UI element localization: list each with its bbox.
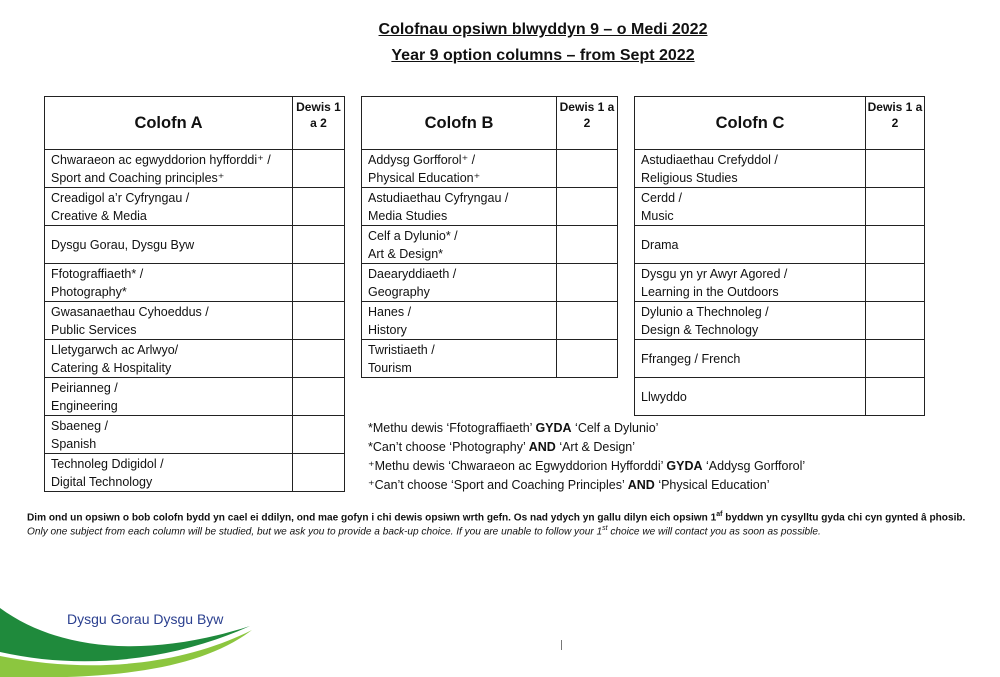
- subject-english: Photography*: [51, 284, 127, 299]
- subject-welsh: Twristiaeth /: [368, 342, 435, 357]
- choice-cell[interactable]: [866, 340, 925, 378]
- choice-cell[interactable]: [293, 264, 345, 302]
- subject-english: Tourism: [368, 360, 412, 375]
- subject-welsh: Ffotograffiaeth* /: [51, 266, 144, 281]
- subject-english: Art & Design*: [368, 246, 444, 261]
- choice-cell[interactable]: [293, 454, 345, 492]
- column-a-header-row: [45, 97, 345, 150]
- subject-english: Geography: [368, 284, 430, 299]
- subject-welsh: Gwasanaethau Cyhoeddus /: [51, 304, 209, 319]
- subject-row: [45, 188, 345, 226]
- choice-cell[interactable]: [557, 188, 618, 226]
- choice-cell[interactable]: [557, 150, 618, 188]
- subject-english: Learning in the Outdoors: [641, 284, 779, 299]
- choice-header: Dewis 1 a 2: [557, 97, 618, 150]
- choice-cell[interactable]: [557, 226, 618, 264]
- subject-welsh: Astudiaethau Cyfryngau /: [368, 190, 509, 205]
- subject-row: [45, 378, 345, 416]
- subject-name: [45, 378, 293, 416]
- note-photography-welsh: *Methu dewis ‘Ffotograffiaeth’ GYDA ‘Celf a Dylunio’: [368, 421, 659, 435]
- subject-row: [362, 188, 618, 226]
- subject-row: [635, 188, 925, 226]
- subject-english: Physical Education⁺: [368, 170, 481, 185]
- subject-row: [635, 150, 925, 188]
- subject-welsh: Dylunio a Thechnoleg /: [641, 304, 769, 319]
- choice-cell[interactable]: [866, 264, 925, 302]
- subject-welsh: Dysgu yn yr Awyr Agored /: [641, 266, 788, 281]
- subject-english: Spanish: [51, 436, 97, 451]
- subject-welsh: Peirianneg /: [51, 380, 118, 395]
- subject-row: [45, 454, 345, 492]
- subject-name: [362, 150, 557, 188]
- subject-welsh: Drama: [641, 237, 679, 252]
- choice-cell[interactable]: [293, 378, 345, 416]
- subject-name: [45, 302, 293, 340]
- subject-welsh: Sbaeneg /: [51, 418, 108, 433]
- column-b-table: [361, 96, 618, 378]
- note-sport-english: ⁺Can’t choose ‘Sport and Coaching Principles’ AND ‘Physical Education’: [368, 478, 770, 492]
- choice-cell[interactable]: [293, 226, 345, 264]
- choice-cell[interactable]: [866, 150, 925, 188]
- subject-welsh: Lletygarwch ac Arlwyo/: [51, 342, 179, 357]
- subject-name: [635, 302, 866, 340]
- subject-welsh: Cerdd /: [641, 190, 682, 205]
- choice-cell[interactable]: [866, 302, 925, 340]
- subject-row: [45, 340, 345, 378]
- subject-row: [362, 150, 618, 188]
- choice-cell[interactable]: [866, 226, 925, 264]
- subject-welsh: Addysg Gorfforol⁺ /: [368, 152, 476, 167]
- subject-english: Media Studies: [368, 208, 448, 223]
- subject-name: [45, 454, 293, 492]
- subject-english: Digital Technology: [51, 474, 153, 489]
- subject-row: [635, 264, 925, 302]
- subject-name: [362, 226, 557, 264]
- column-a-heading: Colofn A: [45, 97, 293, 150]
- subject-name: [45, 340, 293, 378]
- subject-row: [635, 340, 925, 378]
- subject-row: [45, 264, 345, 302]
- subject-english: Engineering: [51, 398, 118, 413]
- footer-english: Only one subject from each column will be studied, but we ask you to provide a back-up choice. If you are unable to follow your 1st choice we will contact you as soon as possible.: [27, 525, 821, 538]
- subject-name: [362, 302, 557, 340]
- choice-cell[interactable]: [293, 302, 345, 340]
- title-english: [43, 47, 1000, 65]
- subject-row: [635, 226, 925, 264]
- subject-name: [362, 340, 557, 378]
- subject-row: [45, 150, 345, 188]
- subject-name: [45, 264, 293, 302]
- footer-welsh: Dim ond un opsiwn o bob colofn bydd yn cael ei ddilyn, ond mae gofyn i chi dewis opsiwn wrth gefn. Os nad ydych yn gallu dilyn eich opsiwn $1^{af}$ byddwn yn cysylltu gyda chi cyn gynted â phosib.: [27, 511, 966, 524]
- choice-header: Dewis 1 a 2: [293, 97, 345, 150]
- subject-welsh: Hanes /: [368, 304, 412, 319]
- title-welsh-text: Colofnau opsiwn blwyddyn 9 – o Medi 2022: [378, 21, 708, 38]
- subject-row: [362, 340, 618, 378]
- subject-english: Religious Studies: [641, 170, 738, 185]
- choice-cell[interactable]: [866, 378, 925, 416]
- title-welsh: [43, 21, 1000, 39]
- subject-row: [635, 378, 925, 416]
- note-sport-welsh: ⁺Methu dewis ‘Chwaraeon ac Egwyddorion Hyfforddi’ GYDA ‘Addysg Gorfforol’: [368, 459, 806, 473]
- subject-name: [362, 264, 557, 302]
- subject-name: [45, 188, 293, 226]
- subject-welsh: Ffrangeg / French: [641, 351, 741, 366]
- choice-cell[interactable]: [293, 150, 345, 188]
- subject-english: History: [368, 322, 407, 337]
- subject-row: [45, 416, 345, 454]
- subject-welsh: Creadigol a’r Cyfryngau /: [51, 190, 190, 205]
- choice-cell[interactable]: [557, 302, 618, 340]
- subject-name: [45, 150, 293, 188]
- subject-row: [362, 264, 618, 302]
- subject-welsh: Chwaraeon ac egwyddorion hyfforddi⁺ /: [51, 152, 271, 167]
- subject-english: Music: [641, 208, 674, 223]
- subject-welsh: Technoleg Ddigidol /: [51, 456, 164, 471]
- subject-row: [45, 302, 345, 340]
- restriction-notes: [368, 419, 805, 495]
- subject-row: [635, 302, 925, 340]
- choice-cell[interactable]: [866, 188, 925, 226]
- subject-name: [362, 188, 557, 226]
- subject-english: Creative & Media: [51, 208, 147, 223]
- column-c-header-row: [635, 97, 925, 150]
- choice-cell[interactable]: [293, 188, 345, 226]
- subject-english: Catering & Hospitality: [51, 360, 172, 375]
- title-english-text: Year 9 option columns – from Sept 2022: [391, 47, 695, 64]
- column-c-heading: Colofn C: [635, 97, 866, 150]
- subject-name: [635, 378, 866, 416]
- column-a-table: [44, 96, 345, 492]
- page-marker: [561, 640, 562, 650]
- choice-cell[interactable]: [557, 340, 618, 378]
- subject-english: Design & Technology: [641, 322, 759, 337]
- subject-welsh: Dysgu Gorau, Dysgu Byw: [51, 237, 195, 252]
- subject-row: [45, 226, 345, 264]
- column-c-table: [634, 96, 925, 416]
- subject-name: [45, 226, 293, 264]
- note-photography-english: *Can’t choose ‘Photography’ AND ‘Art & Design’: [368, 440, 636, 454]
- choice-cell[interactable]: [293, 340, 345, 378]
- subject-name: [635, 264, 866, 302]
- subject-english: Sport and Coaching principles⁺: [51, 170, 225, 185]
- subject-name: [45, 416, 293, 454]
- subject-row: [362, 226, 618, 264]
- column-b-header-row: [362, 97, 618, 150]
- subject-name: [635, 150, 866, 188]
- subject-welsh: Daearyddiaeth /: [368, 266, 457, 281]
- choice-cell[interactable]: [557, 264, 618, 302]
- choice-cell[interactable]: [293, 416, 345, 454]
- subject-welsh: Celf a Dylunio* /: [368, 228, 458, 243]
- subject-row: [362, 302, 618, 340]
- logo-text: Dysgu Gorau Dysgu Byw: [67, 611, 224, 627]
- subject-welsh: Llwyddo: [641, 389, 687, 404]
- choice-header: Dewis 1 a 2: [866, 97, 925, 150]
- subject-name: [635, 188, 866, 226]
- subject-name: [635, 226, 866, 264]
- subject-welsh: Astudiaethau Crefyddol /: [641, 152, 778, 167]
- subject-name: [635, 340, 866, 378]
- column-b-heading: Colofn B: [362, 97, 557, 150]
- subject-english: Public Services: [51, 322, 137, 337]
